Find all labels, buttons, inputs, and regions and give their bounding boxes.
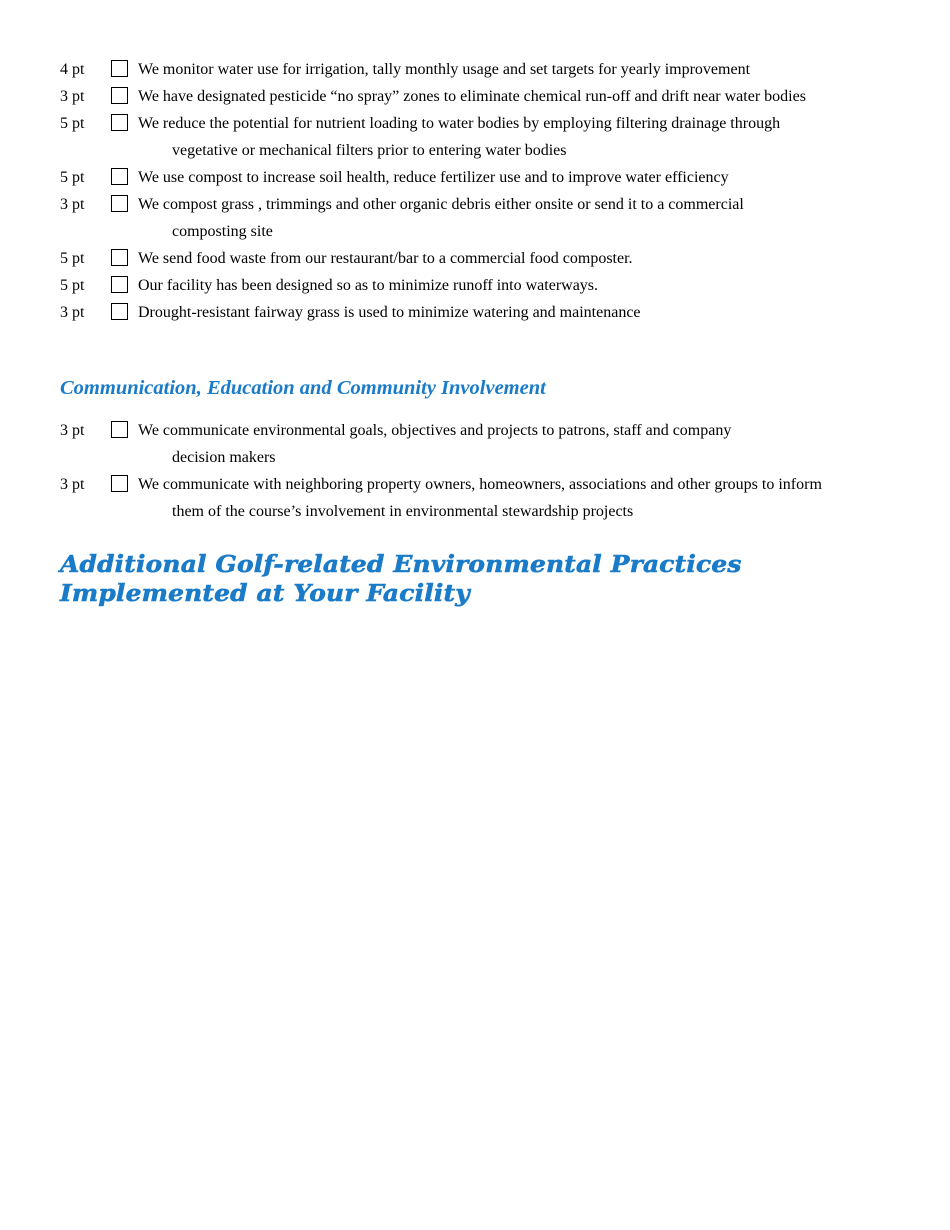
- checkbox[interactable]: [111, 195, 128, 212]
- checklist-item: [60, 110, 890, 164]
- water-practices-list: [60, 56, 890, 326]
- item-text-line: We use compost to increase soil health, reduce fertilizer use and to improve water efficiency: [138, 169, 729, 186]
- item-text: [138, 83, 890, 110]
- heading-line: Additional Golf-related Environmental Practices: [60, 551, 742, 578]
- checklist-item: [60, 245, 890, 272]
- points-label: 5 pt: [60, 277, 85, 294]
- checkbox[interactable]: [111, 60, 128, 77]
- points-label: 3 pt: [60, 422, 85, 439]
- checkbox[interactable]: [111, 87, 128, 104]
- points-label: 5 pt: [60, 115, 85, 132]
- item-text-line: We communicate environmental goals, objectives and projects to patrons, staff and company: [138, 422, 732, 439]
- points-label: 3 pt: [60, 88, 85, 105]
- item-text-continuation: decision makers: [172, 449, 276, 466]
- item-text: [138, 272, 890, 299]
- heading-line: Implemented at Your Facility: [60, 580, 470, 607]
- item-text-line: We monitor water use for irrigation, tally monthly usage and set targets for yearly improvement: [138, 61, 751, 78]
- item-text-line: Drought-resistant fairway grass is used to minimize watering and maintenance: [138, 304, 641, 321]
- item-text: [138, 191, 890, 245]
- points-label: 3 pt: [60, 196, 85, 213]
- item-text: [138, 245, 890, 272]
- checklist-item: [60, 471, 890, 525]
- item-text: [138, 164, 890, 191]
- item-text-continuation: composting site: [172, 223, 273, 240]
- checkbox[interactable]: [111, 114, 128, 131]
- checklist-item: [60, 164, 890, 191]
- checkbox[interactable]: [111, 303, 128, 320]
- item-text: [138, 110, 890, 164]
- item-text-line: We compost grass , trimmings and other organic debris either onsite or send it to a commercial: [138, 196, 744, 213]
- checklist-item: [60, 272, 890, 299]
- communication-practices-list: [60, 417, 890, 525]
- communication-section-heading: Communication, Education and Community Involvement: [60, 377, 546, 399]
- points-label: 3 pt: [60, 476, 85, 493]
- additional-practices-heading: [60, 550, 742, 608]
- points-label: 5 pt: [60, 169, 85, 186]
- checklist-item: [60, 56, 890, 83]
- item-text: [138, 417, 890, 471]
- checklist-item: [60, 83, 890, 110]
- item-text-line: We send food waste from our restaurant/bar to a commercial food composter.: [138, 250, 633, 267]
- item-text-continuation: them of the course’s involvement in environmental stewardship projects: [172, 503, 634, 520]
- item-text-line: We have designated pesticide “no spray” zones to eliminate chemical run-off and drift near water bodies: [138, 88, 806, 105]
- checkbox[interactable]: [111, 249, 128, 266]
- item-text: [138, 299, 890, 326]
- checkbox[interactable]: [111, 475, 128, 492]
- points-label: 4 pt: [60, 61, 85, 78]
- checklist-item: [60, 299, 890, 326]
- checklist-item: [60, 191, 890, 245]
- points-label: 3 pt: [60, 304, 85, 321]
- checklist-item: [60, 417, 890, 471]
- checkbox[interactable]: [111, 168, 128, 185]
- item-text: [138, 471, 890, 525]
- checkbox[interactable]: [111, 421, 128, 438]
- item-text-continuation: vegetative or mechanical filters prior to entering water bodies: [172, 142, 567, 159]
- points-label: 5 pt: [60, 250, 85, 267]
- item-text-line: We communicate with neighboring property owners, homeowners, associations and other groups to inform: [138, 476, 822, 493]
- item-text-line: Our facility has been designed so as to minimize runoff into waterways.: [138, 277, 599, 294]
- item-text: [138, 56, 890, 83]
- item-text-line: We reduce the potential for nutrient loading to water bodies by employing filtering drainage through: [138, 115, 781, 132]
- checkbox[interactable]: [111, 276, 128, 293]
